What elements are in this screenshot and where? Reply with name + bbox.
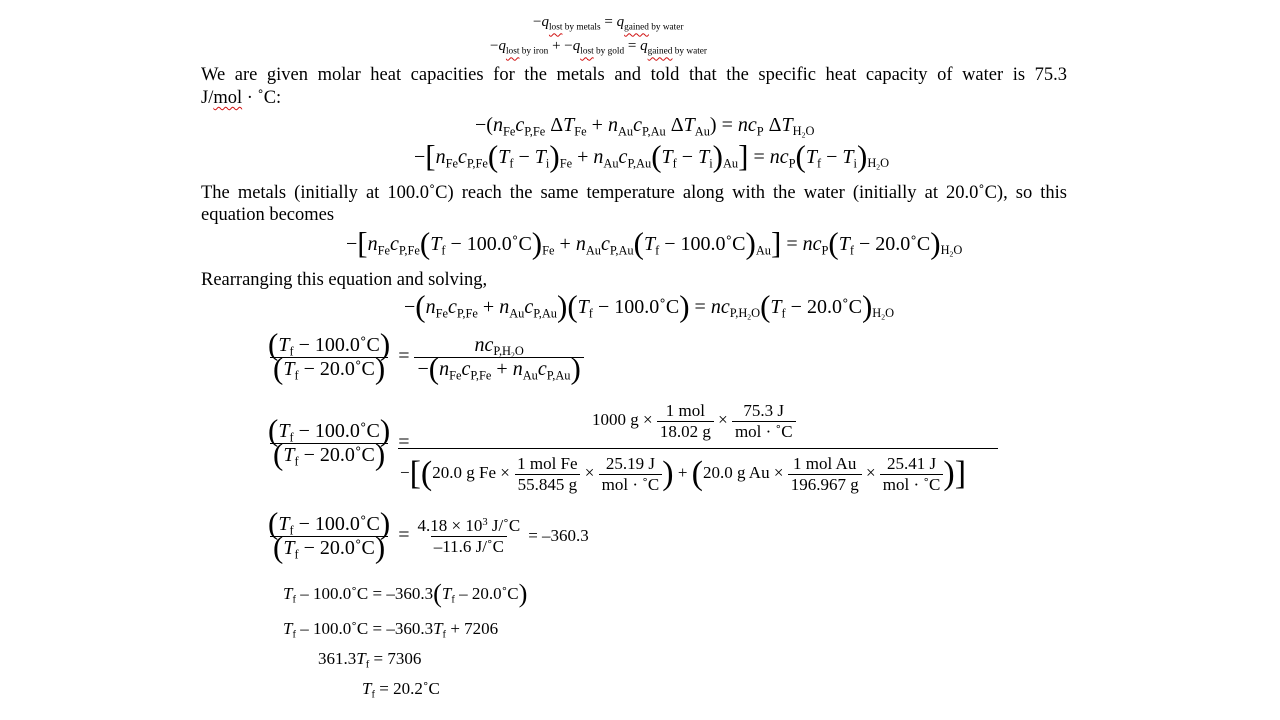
den-result: –11.6 J/˚C (431, 536, 507, 557)
num-25-19: 25.19 J (605, 454, 655, 473)
equation-delta-t: $-(n_{Fe}c_{P,Fe}$ $\Delta T_{Fe} + n_{Au}c_{P,Au}$ $\Delta T_{Au}) = nc_P$ $\Delta T_{H_2O}$ (475, 114, 815, 141)
equation-rearranged: $-(n_{Fe}c_{P,Fe} + n_{Au}c_{P,Au})(T_f$ − 100.0˚C) = $nc_{P,H_2O}(T_f$ − $20.0˚C)_{H_2O}$ (404, 288, 895, 324)
water-mass: 1000 g × (592, 409, 653, 429)
step-3: $361.3T_f = 7306$ (318, 649, 422, 671)
equation-q-iron-gold-water: $-q_{lost}$ $_{by iron} + -q_{lost}$ $_{by gold} = q_{gained}$ $_{by water}$ (490, 38, 708, 57)
ratio-value: = –360.3 (528, 526, 589, 546)
equation-tf-ti: $-[n_{Fe}c_{P,Fe}(T_f - T_i)_{Fe} + n_{Au}c_{P,Au}(T_f - T_i)_{Au}] = nc_P(T_f - T_i)_{H_2O}$ (414, 138, 890, 174)
den-55-845: 55.845 g (515, 474, 581, 495)
equation-ratio-symbolic: $\frac{(T_f - 100.0˚C)}{(T_f - 20.0˚C)}$ = $\frac{nc_{P,H_2O}}{-(n_{Fe}c_{P,Fe} + n_{Au}c_{P,Au})}$ (265, 334, 584, 381)
paragraph-metals-initially: The metals (initially at 100.0˚C) reach the same temperature along with the water (initially at 20.0˚C), so this (201, 183, 1067, 203)
step-4-final: $T_f$ = 20.2˚C (362, 679, 440, 701)
num-1mol-fe: 1 mol Fe (517, 454, 578, 473)
equation-ratio-result: $\frac{(T_f - 100.0˚C)}{(T_f - 20.0˚C)}$ = $\frac{4.18 \times 10^3 J/˚C}{-11.6 J/˚C}$ = –360.3 (268, 505, 589, 565)
au-mass: 20.0 g Au × (703, 462, 784, 482)
numerator-water-heat: 1000 g × $\frac{\text{1 mol}}{18.02 g}$ × $\frac{75.3 J}{\text{mol · ˚C}}$ (592, 401, 796, 441)
units-j: J/ (201, 88, 214, 108)
paragraph-given-units (201, 87, 281, 109)
den-mol-c-au: mol · ˚C (880, 474, 944, 495)
num-1mol: 1 mol (665, 401, 705, 420)
den-mol-c-water: mol · ˚C (732, 421, 796, 442)
equation-ratio-lhs-numeric: $\frac{(T_f - 100.0˚C)}{(T_f - 20.0˚C)}$ = (268, 412, 410, 472)
paragraph-given-heat-capacities: We are given molar heat capacities for the metals and told that the specific heat capacity of water is 75.3 (201, 65, 1067, 85)
main-fraction-bar (398, 448, 998, 449)
den-mol-c-fe: mol · ˚C (599, 474, 663, 495)
num-75-3: 75.3 J (743, 401, 785, 420)
den-196-967: 196.967 g (788, 474, 862, 495)
paragraph-rearranging: Rearranging this equation and solving, (201, 270, 488, 290)
paragraph-equation-becomes: equation becomes (201, 205, 335, 225)
num-1mol-au: 1 mol Au (793, 454, 857, 473)
den-18-02: 18.02 g (657, 421, 714, 442)
num-25-41: 25.41 J (887, 454, 937, 473)
units-c: · ˚C: (242, 88, 282, 108)
equation-substituted-temps: $-[n_{Fe}c_{P,Fe}(T_f$ − $100.0˚C)_{Fe} + n_{Au}c_{P,Au}(T_f$ − $100.0˚C)_{Au}] = nc_P(T_f$ − $20.0˚C)_{H_2O}$ (346, 225, 963, 261)
fe-mass: 20.0 g Fe × (432, 462, 510, 482)
equation-q-metals-water: $-q_{lost}$ $_{by metals} = q_{gained}$ $_{by water}$ (533, 14, 684, 33)
step-2: $T_f$ – 100.0˚C = $-360.3T_f + 7206$ (283, 619, 499, 641)
units-mol: mol (213, 88, 243, 108)
step-1: $T_f$ – 100.0˚C = $-360.3(T_f$ – 20.0˚C) (283, 579, 528, 609)
denominator-metals-heat: −[(20.0 g Fe × $\frac{\text{1 mol Fe}}{55.845 g}$ × $\frac{25.19 J}{\text{mol · ˚C}}$ ) + (20.0 g Au × $\frac{\text{1 mol Au}}{196.967 g}$ × $\frac{25.41 J}{\text{mol · ˚C}}$ )] (400, 454, 967, 494)
